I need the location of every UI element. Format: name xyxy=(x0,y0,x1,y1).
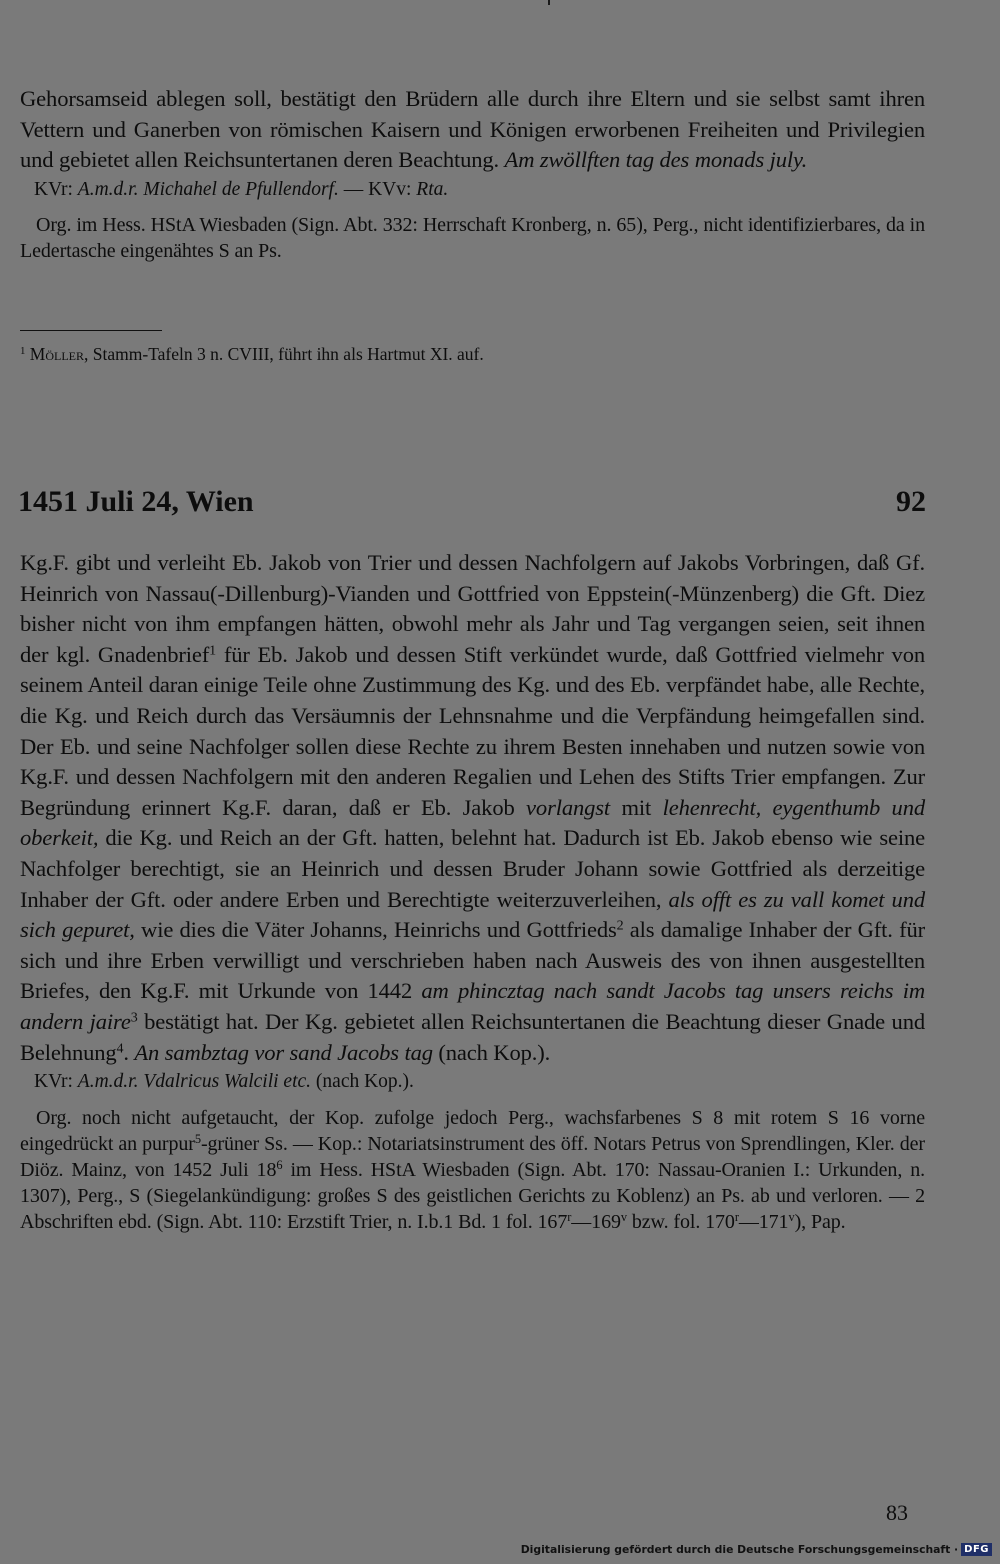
archival-note: Org. noch nicht aufgetaucht, der Kop. zufolge jedoch Perg., wachsfarbenes S 8 mit rotem S 16 vorne eingedrückt an purpur$^5$-grüner Ss. — Kop.: Notariatsinstrument des öff. Notars Petrus von Sprendlingen, Kler. der Diöz. Mainz, von 1452 Juli $18^6$ im Hess. HStA Wiesbaden (Sign. Abt. 170: Nassau-Oranien I.: Urkunden, n. 1307), Perg., S (Siegelankündigung: großes S des geistlichen Gerichts zu Koblenz) an Ps. ab und verloren. — 2 Abschriften ebd. (Sign. Abt. 110: Erzstift Trier, n. I.b.1 Bd. 1 fol. 167$^r$—169$^v$ bzw. fol. 170$^r$—171$^v$), Pap. xyxy=(20,1107,925,1234)
footnote-marker: 1 xyxy=(20,345,26,358)
credit-text: Digitalisierung gefördert durch die Deutsche Forschungsgemeinschaft · xyxy=(520,1543,959,1556)
footnote-ref: 4 xyxy=(116,1040,124,1056)
previous-document-tail xyxy=(20,84,925,264)
page-number: 83 xyxy=(886,1500,908,1525)
page-edge-mark xyxy=(548,0,550,5)
footnote-author: Möller xyxy=(29,344,85,364)
footnote-ref: 2 xyxy=(616,918,624,934)
footnote-ref: 1 xyxy=(209,643,217,659)
footnote-ref: 3 xyxy=(130,1010,138,1026)
document-date-place: 1451 Juli 24, Wien xyxy=(18,485,254,518)
footnote xyxy=(20,342,925,366)
regest-paragraph: Gehorsamseid ablegen soll, bestätigt den Brüdern alle durch ihre Eltern und sie selbst samt ihren Vettern und Ganerben von römischen Kaisern und Königen erworbenen Freiheiten und Privilegien und gebietet allen Reichsuntertanen deren Beachtung. Am zwöllften tag des monads july. xyxy=(20,86,925,173)
kanzleivermerk-line: KVr: A.m.d.r. Vdalricus Walcili etc. (nach Kop.). xyxy=(34,1071,414,1093)
quoted-date-formula: Am zwöllften tag des monads july. xyxy=(504,147,808,173)
digitization-credit xyxy=(521,1543,992,1556)
document-heading xyxy=(18,484,926,520)
archival-note: Org. im Hess. HStA Wiesbaden (Sign. Abt. 332: Herrschaft Kronberg, n. 65), Perg., nicht identifizierbares, da in Ledertasche eingenähtes S an Ps. xyxy=(20,213,925,262)
document-body xyxy=(20,548,925,1235)
dfg-logo: DFG xyxy=(961,1543,992,1556)
kanzleivermerk-line: KVr: A.m.d.r. Michahel de Pfullendorf. — KVv: Rta. xyxy=(34,178,449,200)
footnote-separator xyxy=(20,330,162,331)
footnote-ref: 5 xyxy=(194,1132,201,1147)
document-number: 92 xyxy=(896,485,926,518)
regest-paragraph: Kg.F. gibt und verleiht Eb. Jakob von Trier und dessen Nachfolgern auf Jakobs Vorbringen, daß Gf. Heinrich von Nassau(-Dillenburg)-Vianden und Gottfried von Eppstein(-Münzenberg) die Gft. Diez bisher nicht von ihm empfangen hätten, obwohl mehr als Jahr und Tag vergangen seien, seit ihnen der kgl. Gnadenbrief$^1$ für Eb. Jakob und dessen Stift verkündet wurde, daß Gottfried vielmehr von seinem Anteil daran einige Teile ohne Zustimmung des Kg. und des Eb. verpfändet habe, alle Rechte, die Kg. und Reich durch das Versäumnis der Lehnsnahme und die Verpfändung heimgefallen sind. Der Eb. und seine Nachfolger sollen diese Rechte zu ihrem Besten innehaben und nutzen sowie von Kg.F. und dessen Nachfolgern mit den anderen Regalien und Lehen des Stifts Trier empfangen. Zur Begründung erinnert Kg.F. daran, daß er Eb. Jakob vorlangst mit lehenrecht, eygenthumb und oberkeit, die Kg. und Reich an der Gft. hatten, belehnt hat. Dadurch ist Eb. Jakob ebenso wie seine Nachfolger berechtigt, sie an Heinrich und dessen Bruder Johann sowie Gottfried als derzeitige Inhaber der Gft. oder andere Erben und Berechtigte weiterzuverleihen, als offt es zu vall komet und sich gepuret, wie dies die Väter Johanns, Heinrichs und Gottfrieds$^2$ als damalige Inhaber der Gft. für sich und ihre Erben verwilligt und verschrieben haben nach Ausweis des von ihnen ausgestellten Briefes, den Kg.F. mit Urkunde von 1442 am phincztag nach sandt Jacobs tag unsers reichs im andern jaire$^3$ bestätigt hat. Der Kg. gebietet allen Reichsuntertanen die Beachtung dieser Gnade und Belehnung$^4$. An sambztag vor sand Jacobs tag (nach Kop.). xyxy=(20,550,925,1065)
footnote-ref: 6 xyxy=(276,1158,283,1173)
footnote-1: $^1$ Möller, Stamm-Tafeln 3 n. CVIII, führt ihn als Hartmut XI. auf. xyxy=(20,344,484,364)
